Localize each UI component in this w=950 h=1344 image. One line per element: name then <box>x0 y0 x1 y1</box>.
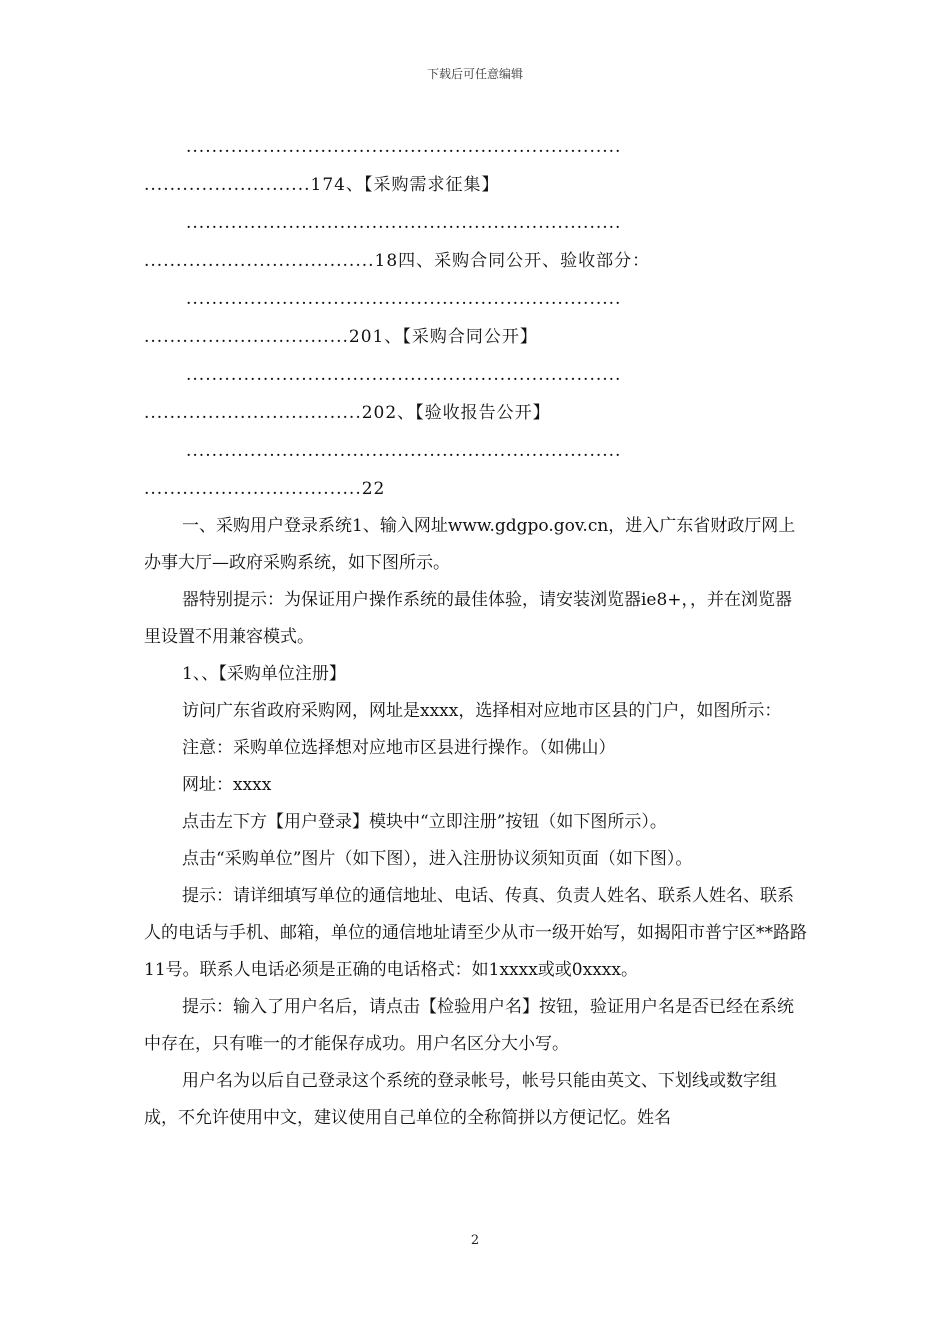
paragraph-click-register: 点击左下方【用户登录】模块中“立即注册”按钮（如下图所示）。 <box>182 812 667 832</box>
paragraph-fill-tip: 提示：请详细填写单位的通信地址、电话、传真、负责人姓名、联系人姓名、联系人的电话与手机、邮箱，单位的通信地址请至少从市一级开始写，如揭阳市普宁区**路路11号。联系人电话必须是正确的电话格式：如1xxxx或或0xxxx。 <box>144 886 807 980</box>
toc-entry: ................................201、【采购合同公开】 <box>144 327 538 347</box>
toc-entry: ..................................202、【验收报告公开】 <box>144 403 551 423</box>
toc-leader-line: .................................................................... <box>186 289 622 309</box>
toc-leader-line: .................................................................... <box>186 441 622 461</box>
paragraph-username-tip: 提示：输入了用户名后，请点击【检验用户名】按钮，验证用户名是否已经在系统中存在，只有唯一的才能保存成功。用户名区分大小写。 <box>144 997 794 1054</box>
section-heading-registration: 1、、【采购单位注册】 <box>182 664 346 684</box>
paragraph-notice: 注意：采购单位选择想对应地市区县进行操作。（如佛山） <box>182 738 616 758</box>
paragraph-click-unit: 点击“采购单位”图片（如下图），进入注册协议须知页面（如下图）。 <box>182 849 693 869</box>
toc-leader-line: .................................................................... <box>186 365 622 385</box>
paragraph-browser-tip: 器特别提示：为保证用户操作系统的最佳体验，请安装浏览器ie8+，，并在浏览器里设置不用兼容模式。 <box>144 590 793 647</box>
toc-entry: ..................................22 <box>144 479 386 499</box>
paragraph-username-rules: 用户名为以后自己登录这个系统的登录帐号，帐号只能由英文、下划线或数字组成，不允许使用中文，建议使用自己单位的全称简拼以方便记忆。姓名 <box>144 1071 777 1128</box>
paragraph-login-intro: 一、采购用户登录系统1、输入网址www.gdgpo.gov.cn，进入广东省财政厅网上办事大厅—政府采购系统，如下图所示。 <box>144 516 796 573</box>
paragraph-visit-portal: 访问广东省政府采购网，网址是xxxx，选择相对应地市区县的门户，如图所示： <box>182 701 782 721</box>
toc-leader-line: .................................................................... <box>186 213 622 233</box>
paragraph-url: 网址：xxxx <box>182 775 272 795</box>
toc-leader-line: .................................................................... <box>186 137 622 157</box>
document-body <box>144 128 808 1137</box>
toc-entry: ....................................18四、采购合同公开、验收部分： <box>144 251 651 271</box>
toc-entry: ..........................174、【采购需求征集】 <box>144 175 500 195</box>
page-number: 2 <box>470 1233 480 1248</box>
page-header: 下载后可任意编辑 <box>426 67 523 81</box>
